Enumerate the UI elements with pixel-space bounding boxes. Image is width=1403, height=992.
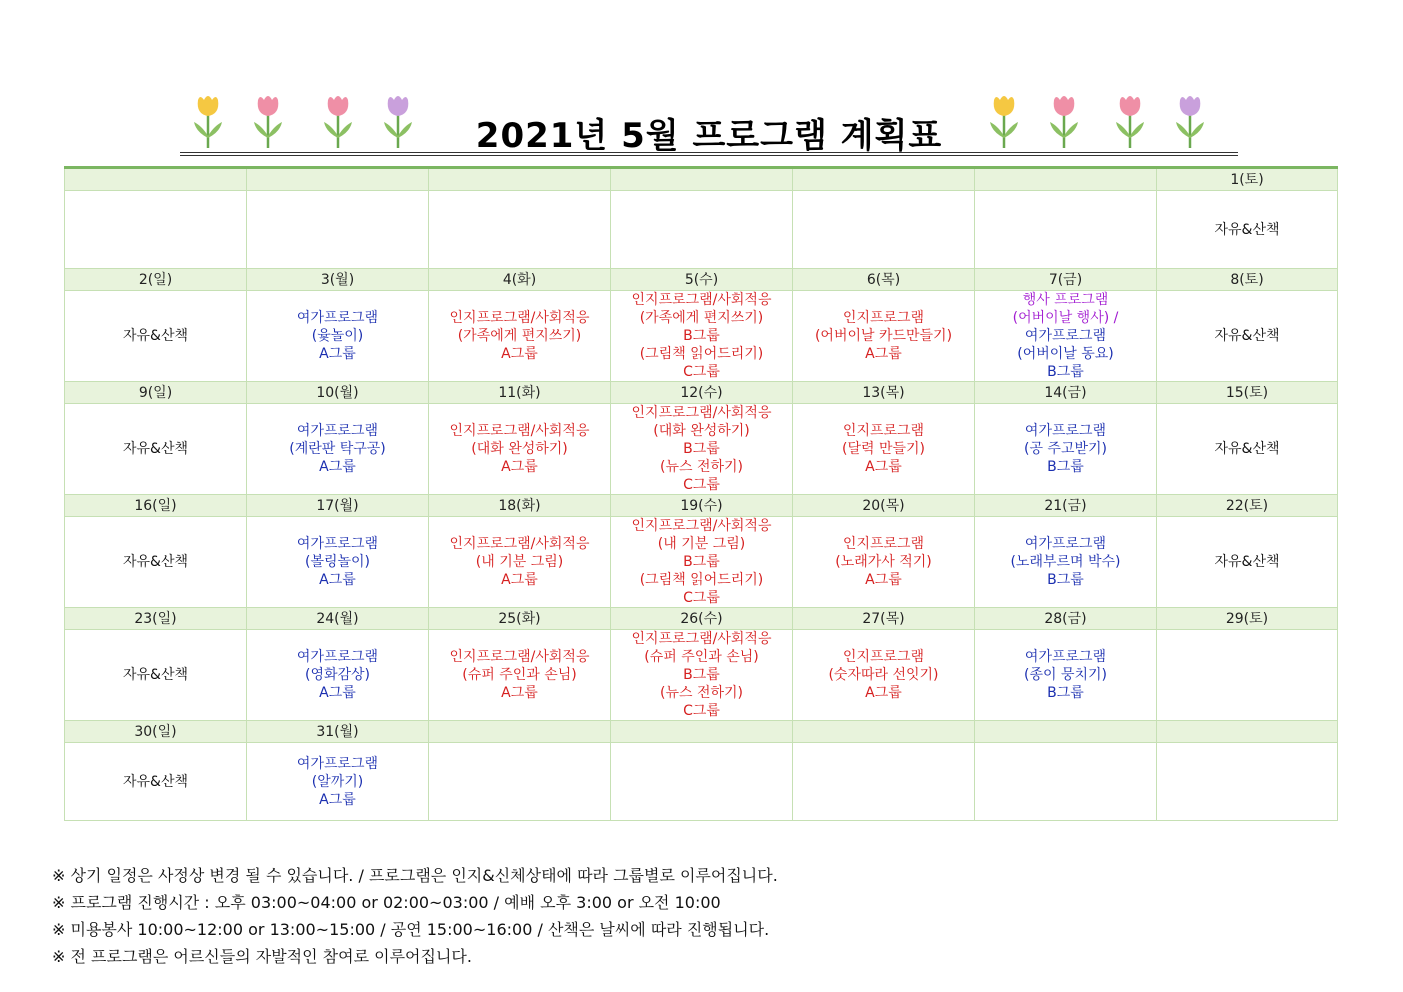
date-cell: 29(토) (1157, 608, 1338, 630)
date-cell: 20(목) (793, 495, 975, 517)
day-cell (793, 517, 975, 608)
program-line: A그룹 (319, 459, 356, 475)
day-cell (793, 743, 975, 821)
program-line: 인지프로그램/사회적응 (631, 631, 772, 647)
program-line: 인지프로그램/사회적응 (449, 310, 590, 326)
content-row (65, 630, 1338, 721)
program-line: (어버이날 행사) / (1012, 310, 1119, 326)
title-divider (180, 152, 1238, 153)
program-line: (달력 만들기) (842, 441, 925, 457)
program-line: 여가프로그램 (296, 755, 379, 772)
day-cell (611, 743, 793, 821)
program-line: A그룹 (319, 346, 356, 362)
page-title: 2021년 5월 프로그램 계획표 (475, 116, 943, 156)
day-cell (65, 191, 247, 269)
date-cell: 8(토) (1157, 269, 1338, 291)
date-cell: 2(일) (65, 269, 247, 291)
day-cell (247, 191, 429, 269)
content-row (65, 404, 1338, 495)
day-cell (247, 517, 429, 608)
program-line: C그룹 (683, 477, 720, 493)
date-cell: 27(목) (793, 608, 975, 630)
program-line: B그룹 (1047, 572, 1084, 588)
date-cell (429, 721, 611, 743)
day-cell (1157, 404, 1338, 495)
content-row (65, 517, 1338, 608)
program-line: B그룹 (1047, 364, 1084, 380)
date-row (65, 168, 1338, 191)
day-cell (65, 291, 247, 382)
program-line: (노래부르며 박수) (1010, 554, 1121, 570)
program-line: C그룹 (683, 364, 720, 380)
date-cell: 22(토) (1157, 495, 1338, 517)
day-cell (1157, 630, 1338, 721)
program-line: C그룹 (683, 703, 720, 719)
program-line: (영화감상) (304, 667, 371, 683)
program-line: B그룹 (683, 328, 720, 344)
date-cell (611, 721, 793, 743)
note-line: ※ 상기 일정은 사정상 변경 될 수 있습니다. / 프로그램은 인지&신체상태에 따라 그룹별로 이루어집니다. (52, 866, 778, 885)
day-cell (65, 743, 247, 821)
date-cell (611, 168, 793, 191)
program-line: 인지프로그램/사회적응 (449, 536, 590, 552)
date-cell: 12(수) (611, 382, 793, 404)
day-cell (429, 743, 611, 821)
program-line: 자유&산책 (122, 554, 188, 570)
day-cell (611, 191, 793, 269)
program-line: 자유&산책 (122, 441, 188, 457)
program-line: 여가프로그램 (296, 536, 379, 552)
content-row (65, 191, 1338, 269)
program-line: 인지프로그램/사회적응 (449, 649, 590, 665)
program-line: 인지프로그램 (842, 536, 925, 552)
day-cell (793, 191, 975, 269)
program-line: (볼링놀이) (304, 554, 371, 570)
program-line: (그림책 읽어드리기) (639, 572, 764, 588)
program-line: 행사 프로그램 (1022, 292, 1109, 308)
date-cell: 25(화) (429, 608, 611, 630)
program-line: (대화 완성하기) (471, 441, 568, 457)
date-cell: 16(일) (65, 495, 247, 517)
date-cell: 11(화) (429, 382, 611, 404)
program-line: 여가프로그램 (296, 649, 379, 665)
program-line: A그룹 (501, 459, 538, 475)
program-line: 자유&산책 (1214, 554, 1280, 570)
day-cell (793, 630, 975, 721)
program-line: (가족에게 편지쓰기) (457, 328, 582, 344)
program-line: 여가프로그램 (296, 423, 379, 439)
day-cell (1157, 291, 1338, 382)
date-cell: 17(월) (247, 495, 429, 517)
date-row (65, 269, 1338, 291)
program-calendar (64, 166, 1338, 821)
day-cell (247, 630, 429, 721)
program-line: (뉴스 전하기) (660, 685, 743, 701)
content-row (65, 743, 1338, 821)
program-line: (내 기분 그림) (475, 554, 564, 570)
program-line: (슈퍼 주인과 손님) (462, 667, 577, 683)
date-row (65, 721, 1338, 743)
program-line: A그룹 (865, 459, 902, 475)
program-line: 자유&산책 (1214, 221, 1280, 238)
date-cell: 4(화) (429, 269, 611, 291)
program-line: B그룹 (683, 441, 720, 457)
date-cell (429, 168, 611, 191)
content-row (65, 291, 1338, 382)
program-line: (계란판 탁구공) (289, 441, 386, 457)
day-cell (65, 404, 247, 495)
program-line: (종이 뭉치기) (1024, 667, 1107, 683)
day-cell (429, 404, 611, 495)
program-line: B그룹 (683, 554, 720, 570)
date-cell (975, 168, 1157, 191)
note-line: ※ 전 프로그램은 어르신들의 자발적인 참여로 이루어집니다. (52, 947, 472, 966)
program-line: (뉴스 전하기) (660, 459, 743, 475)
date-cell: 31(월) (247, 721, 429, 743)
day-cell (975, 291, 1157, 382)
day-cell (429, 517, 611, 608)
date-cell: 24(월) (247, 608, 429, 630)
day-cell (65, 517, 247, 608)
program-line: 여가프로그램 (1024, 423, 1107, 439)
program-line: 인지프로그램 (842, 649, 925, 665)
program-line: A그룹 (319, 791, 356, 808)
date-cell: 18(화) (429, 495, 611, 517)
program-line: 인지프로그램/사회적응 (631, 292, 772, 308)
program-line: A그룹 (501, 685, 538, 701)
program-line: (윷놀이) (311, 328, 364, 344)
program-line: (내 기분 그림) (657, 536, 746, 552)
day-cell (611, 630, 793, 721)
title-area (180, 88, 1238, 160)
day-cell (793, 291, 975, 382)
day-cell (793, 404, 975, 495)
day-cell (975, 743, 1157, 821)
day-cell (611, 517, 793, 608)
day-cell (975, 404, 1157, 495)
date-cell: 23(일) (65, 608, 247, 630)
date-row (65, 382, 1338, 404)
day-cell (611, 291, 793, 382)
day-cell (611, 404, 793, 495)
program-line: 자유&산책 (122, 773, 188, 790)
date-cell: 5(수) (611, 269, 793, 291)
day-cell (65, 630, 247, 721)
day-cell (429, 630, 611, 721)
date-cell: 13(목) (793, 382, 975, 404)
note-line: ※ 프로그램 진행시간 : 오후 03:00~04:00 or 02:00~03:00 / 예배 오후 3:00 or 오전 10:00 (52, 893, 721, 912)
date-cell: 28(금) (975, 608, 1157, 630)
program-line: A그룹 (501, 346, 538, 362)
date-cell: 14(금) (975, 382, 1157, 404)
day-cell (247, 404, 429, 495)
program-line: A그룹 (501, 572, 538, 588)
day-cell (1157, 191, 1338, 269)
title-divider (180, 155, 1238, 156)
program-line: 인지프로그램/사회적응 (449, 423, 590, 439)
date-row (65, 495, 1338, 517)
day-cell (247, 743, 429, 821)
date-cell: 1(토) (1157, 168, 1338, 191)
program-line: (어버이날 카드만들기) (814, 328, 953, 344)
program-line: (슈퍼 주인과 손님) (644, 649, 759, 665)
program-line: A그룹 (865, 572, 902, 588)
day-cell (1157, 517, 1338, 608)
program-line: 자유&산책 (122, 667, 188, 683)
date-row (65, 608, 1338, 630)
day-cell (1157, 743, 1338, 821)
program-line: 자유&산책 (122, 328, 188, 344)
program-line: (대화 완성하기) (653, 423, 750, 439)
program-line: 인지프로그램 (842, 423, 925, 439)
program-line: A그룹 (319, 572, 356, 588)
program-line: 인지프로그램/사회적응 (631, 405, 772, 421)
date-cell: 21(금) (975, 495, 1157, 517)
day-cell (247, 291, 429, 382)
date-cell: 6(목) (793, 269, 975, 291)
date-cell (793, 721, 975, 743)
program-line: A그룹 (865, 685, 902, 701)
program-line: (어버이날 동요) (1017, 346, 1114, 362)
program-line: 자유&산책 (1214, 441, 1280, 457)
day-cell (975, 191, 1157, 269)
program-line: 인지프로그램/사회적응 (631, 518, 772, 534)
program-line: 자유&산책 (1214, 328, 1280, 344)
program-line: (공 주고받기) (1024, 441, 1107, 457)
program-line: 여가프로그램 (1024, 536, 1107, 552)
program-line: (알까기) (311, 773, 364, 790)
note-line: ※ 미용봉사 10:00~12:00 or 13:00~15:00 / 공연 15:00~16:00 / 산책은 날씨에 따라 진행됩니다. (52, 920, 770, 939)
date-cell: 15(토) (1157, 382, 1338, 404)
date-cell: 26(수) (611, 608, 793, 630)
date-cell: 19(수) (611, 495, 793, 517)
program-line: B그룹 (1047, 685, 1084, 701)
day-cell (429, 291, 611, 382)
program-line: B그룹 (1047, 459, 1084, 475)
program-line: (가족에게 편지쓰기) (639, 310, 764, 326)
date-cell (975, 721, 1157, 743)
program-line: 여가프로그램 (1024, 328, 1107, 344)
program-line: (그림책 읽어드리기) (639, 346, 764, 362)
date-cell: 3(월) (247, 269, 429, 291)
date-cell (65, 168, 247, 191)
date-cell: 7(금) (975, 269, 1157, 291)
date-cell (1157, 721, 1338, 743)
day-cell (975, 630, 1157, 721)
program-line: A그룹 (865, 346, 902, 362)
day-cell (975, 517, 1157, 608)
notes (52, 862, 778, 970)
program-line: 여가프로그램 (1024, 649, 1107, 665)
program-line: (노래가사 적기) (835, 554, 932, 570)
date-cell: 9(일) (65, 382, 247, 404)
program-line: B그룹 (683, 667, 720, 683)
date-cell: 30(일) (65, 721, 247, 743)
date-cell: 10(월) (247, 382, 429, 404)
program-line: 여가프로그램 (296, 310, 379, 326)
program-line: A그룹 (319, 685, 356, 701)
date-cell (793, 168, 975, 191)
program-line: C그룹 (683, 590, 720, 606)
day-cell (429, 191, 611, 269)
program-line: 인지프로그램 (842, 310, 925, 326)
program-line: (숫자따라 선잇기) (828, 667, 939, 683)
date-cell (247, 168, 429, 191)
